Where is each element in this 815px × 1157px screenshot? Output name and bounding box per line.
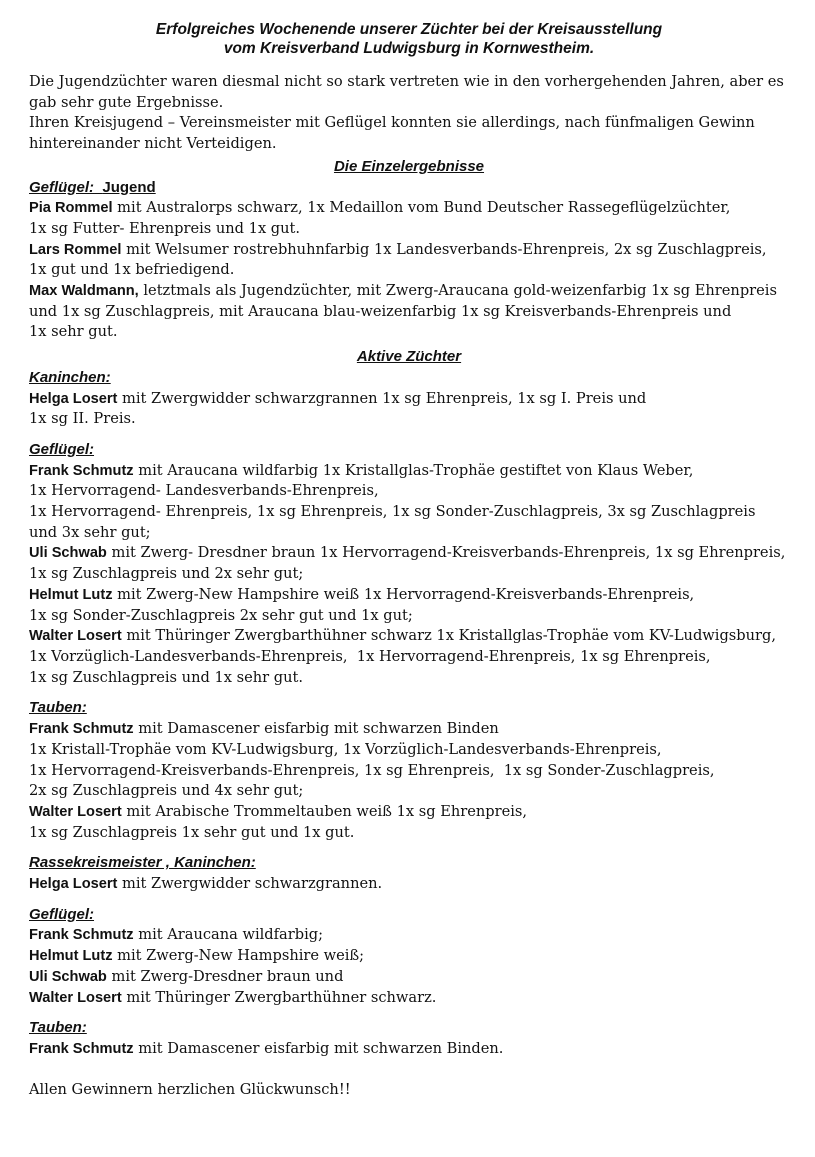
entry-text: mit Welsumer rostrebhuhnfarbig 1x Landesverbands-Ehrenpreis, 2x sg Zuschlagpreis, bbox=[121, 240, 767, 258]
section-heading-aktive-zuechter: Aktive Züchter bbox=[356, 348, 462, 366]
entry-text: mit Damascener eisfarbig mit schwarzen Binden. bbox=[133, 1039, 504, 1057]
entry-text: mit Australorps schwarz, 1x Medaillon vom Bund Deutscher Rassegeflügelzüchter, bbox=[112, 199, 731, 217]
breeder-name: Helga Losert bbox=[29, 390, 118, 407]
result-entry bbox=[29, 240, 789, 281]
category-label: Tauben: bbox=[29, 1019, 87, 1037]
category-heading bbox=[29, 1018, 789, 1039]
section-tauben bbox=[29, 698, 789, 843]
result-entry bbox=[29, 543, 789, 584]
breeder-name: Walter Losert bbox=[29, 803, 122, 820]
breeder-name: Helmut Lutz bbox=[29, 586, 113, 603]
document-page bbox=[29, 20, 789, 1100]
intro-paragraph bbox=[29, 72, 789, 155]
breeder-name: Helga Losert bbox=[29, 876, 118, 893]
entry-text: mit Arabische Trommeltauben weiß 1x sg Ehrenpreis, bbox=[121, 802, 528, 820]
entry-text: mit Zwerg-Dresdner braun und bbox=[106, 967, 344, 985]
entry-text: 1x Hervorragend- Landesverbands-Ehrenpreis, bbox=[29, 482, 379, 500]
entries bbox=[29, 925, 789, 1008]
breeder-name: Uli Schwab bbox=[29, 545, 107, 562]
section-gefluegel bbox=[29, 440, 789, 688]
entries bbox=[29, 198, 789, 343]
entry-text: 1x sg Zuschlagpreis 1x sehr gut und 1x gut. bbox=[29, 823, 355, 841]
entry-line bbox=[29, 523, 789, 544]
entry-text: mit Damascener eisfarbig mit schwarzen Binden bbox=[133, 720, 499, 738]
breeder-name: Frank Schmutz bbox=[29, 1040, 134, 1057]
entry-line bbox=[29, 719, 789, 740]
entry-line bbox=[29, 606, 789, 627]
breeder-name: Max Waldmann, bbox=[29, 283, 139, 300]
entry-line bbox=[29, 281, 789, 302]
breeder-name: Walter Losert bbox=[29, 989, 122, 1006]
entry-text: mit Thüringer Zwergbarthühner schwarz. bbox=[121, 988, 437, 1006]
entry-line bbox=[29, 988, 789, 1009]
category-heading bbox=[29, 905, 789, 926]
entry-line bbox=[29, 626, 789, 647]
breeder-name: Lars Rommel bbox=[29, 241, 122, 258]
entries bbox=[29, 719, 789, 843]
entry-text: mit Zwerg-New Hampshire weiß 1x Hervorragend-Kreisverbands-Ehrenpreis, bbox=[112, 585, 695, 603]
result-entry bbox=[29, 719, 789, 802]
result-entry bbox=[29, 988, 789, 1009]
intro-line: gab sehr gute Ergebnisse. bbox=[29, 93, 224, 111]
entry-text: und 1x sg Zuschlagpreis, mit Araucana blau-weizenfarbig 1x sg Kreisverbands-Ehrenpreis und bbox=[29, 302, 732, 320]
title-line-1: Erfolgreiches Wochenende unserer Züchter bei der Kreisausstellung bbox=[155, 21, 663, 38]
entry-line bbox=[29, 481, 789, 502]
entry-line bbox=[29, 389, 789, 410]
entry-text: 1x Kristall-Trophäe vom KV-Ludwigsburg, 1x Vorzüglich-Landesverbands-Ehrenpreis, bbox=[29, 740, 662, 758]
entry-text: 1x gut und 1x befriedigend. bbox=[29, 261, 235, 279]
category-label: Geflügel: bbox=[29, 440, 95, 458]
breeder-name: Walter Losert bbox=[29, 628, 122, 645]
entry-line bbox=[29, 240, 789, 261]
breeder-name: Frank Schmutz bbox=[29, 927, 134, 944]
entries bbox=[29, 389, 789, 430]
entry-line bbox=[29, 668, 789, 689]
entry-text: 1x Hervorragend-Kreisverbands-Ehrenpreis, 1x sg Ehrenpreis, 1x sg Sonder-Zuschlagpreis, bbox=[29, 761, 715, 779]
entry-line bbox=[29, 322, 789, 343]
result-entry bbox=[29, 967, 789, 988]
entry-text: mit Araucana wildfarbig; bbox=[133, 926, 324, 944]
result-entry bbox=[29, 461, 789, 544]
entry-text: 1x sg Zuschlagpreis und 2x sehr gut; bbox=[29, 565, 304, 583]
category-heading bbox=[29, 698, 789, 719]
entry-text: 1x Vorzüglich-Landesverbands-Ehrenpreis, 1x Hervorragend-Ehrenpreis, 1x sg Ehrenpreis, bbox=[29, 647, 711, 665]
entry-text: 1x Hervorragend- Ehrenpreis, 1x sg Ehrenpreis, 1x sg Sonder-Zuschlagpreis, 3x sg Zuschlagpreis bbox=[29, 503, 756, 521]
entry-line bbox=[29, 461, 789, 482]
result-entry bbox=[29, 626, 789, 688]
entry-line bbox=[29, 967, 789, 988]
section-rassekreismeister-kaninchen bbox=[29, 853, 789, 894]
entry-line bbox=[29, 802, 789, 823]
category-heading bbox=[29, 178, 789, 199]
document-title bbox=[29, 20, 789, 58]
result-entry bbox=[29, 281, 789, 343]
category-heading bbox=[29, 853, 789, 874]
section-jugend bbox=[29, 178, 789, 344]
section-rassekreismeister-gefluegel bbox=[29, 905, 789, 1009]
breeder-name: Frank Schmutz bbox=[29, 462, 134, 479]
entry-line bbox=[29, 219, 789, 240]
title-line-2: vom Kreisverband Ludwigsburg in Kornwestheim. bbox=[223, 40, 595, 57]
category-label: Kaninchen: bbox=[29, 368, 111, 386]
category-label: Geflügel: bbox=[29, 178, 95, 196]
entry-line bbox=[29, 946, 789, 967]
section-rassekreismeister-tauben bbox=[29, 1018, 789, 1059]
intro-line: Die Jugendzüchter waren diesmal nicht so stark vertreten wie in den vorhergehenden Jahren, aber es bbox=[29, 73, 784, 90]
entry-text: 1x sg II. Preis. bbox=[29, 410, 136, 428]
entry-line bbox=[29, 647, 789, 668]
entry-text: mit Thüringer Zwergbarthühner schwarz 1x Kristallglas-Trophäe vom KV-Ludwigsburg, bbox=[121, 627, 776, 645]
breeder-name: Uli Schwab bbox=[29, 968, 107, 985]
entry-line bbox=[29, 761, 789, 782]
entry-line bbox=[29, 781, 789, 802]
breeder-name: Frank Schmutz bbox=[29, 721, 134, 738]
section-kaninchen bbox=[29, 368, 789, 430]
entry-text: und 3x sehr gut; bbox=[29, 523, 151, 541]
entry-line bbox=[29, 925, 789, 946]
entry-text: mit Zwerg-New Hampshire weiß; bbox=[112, 947, 365, 965]
breeder-name: Pia Rommel bbox=[29, 200, 113, 217]
intro-line: hintereinander nicht Verteidigen. bbox=[29, 135, 277, 153]
category-label: Geflügel: bbox=[29, 905, 95, 923]
entries bbox=[29, 1039, 789, 1060]
entries bbox=[29, 461, 789, 689]
entry-line bbox=[29, 585, 789, 606]
entry-line bbox=[29, 409, 789, 430]
entry-text: 1x sg Futter- Ehrenpreis und 1x gut. bbox=[29, 219, 301, 237]
closing-line: Allen Gewinnern herzlichen Glückwunsch!! bbox=[29, 1080, 351, 1098]
entry-text: letztmals als Jugendzüchter, mit Zwerg-Araucana gold-weizenfarbig 1x sg Ehrenpreis bbox=[138, 282, 777, 300]
category-sub-label: Jugend bbox=[102, 178, 156, 196]
entry-line bbox=[29, 874, 789, 895]
entry-text: mit Zwergwidder schwarzgrannen. bbox=[117, 875, 383, 893]
entry-line bbox=[29, 260, 789, 281]
entry-line bbox=[29, 302, 789, 323]
entry-text: 2x sg Zuschlagpreis und 4x sehr gut; bbox=[29, 782, 304, 800]
breeder-name: Helmut Lutz bbox=[29, 948, 113, 965]
intro-line: Ihren Kreisjugend – Vereinsmeister mit Geflügel konnten sie allerdings, nach fünfmaligen Gewinn bbox=[29, 114, 755, 132]
category-label: Rassekreismeister , Kaninchen: bbox=[29, 854, 256, 872]
section-heading-einzelergebnisse: Die Einzelergebnisse bbox=[333, 157, 485, 175]
entry-line bbox=[29, 564, 789, 585]
entry-line bbox=[29, 543, 789, 564]
entry-text: mit Zwerg- Dresdner braun 1x Hervorragend-Kreisverbands-Ehrenpreis, 1x sg Ehrenpreis, bbox=[106, 544, 786, 562]
category-label: Tauben: bbox=[29, 699, 87, 717]
entry-line bbox=[29, 198, 789, 219]
entry-line bbox=[29, 740, 789, 761]
entry-line bbox=[29, 1039, 789, 1060]
entry-line bbox=[29, 502, 789, 523]
result-entry bbox=[29, 925, 789, 946]
entry-line bbox=[29, 823, 789, 844]
category-heading bbox=[29, 368, 789, 389]
entry-text: mit Zwergwidder schwarzgrannen 1x sg Ehrenpreis, 1x sg I. Preis und bbox=[117, 389, 647, 407]
entry-text: 1x sehr gut. bbox=[29, 323, 118, 341]
result-entry bbox=[29, 389, 789, 430]
entry-text: 1x sg Zuschlagpreis und 1x sehr gut. bbox=[29, 668, 304, 686]
entry-text: mit Araucana wildfarbig 1x Kristallglas-Trophäe gestiftet von Klaus Weber, bbox=[133, 461, 694, 479]
result-entry bbox=[29, 1039, 789, 1060]
result-entry bbox=[29, 802, 789, 843]
result-entry bbox=[29, 946, 789, 967]
result-entry bbox=[29, 585, 789, 626]
result-entry bbox=[29, 874, 789, 895]
result-entry bbox=[29, 198, 789, 239]
entry-text: 1x sg Sonder-Zuschlagpreis 2x sehr gut und 1x gut; bbox=[29, 606, 413, 624]
entries bbox=[29, 874, 789, 895]
category-heading bbox=[29, 440, 789, 461]
